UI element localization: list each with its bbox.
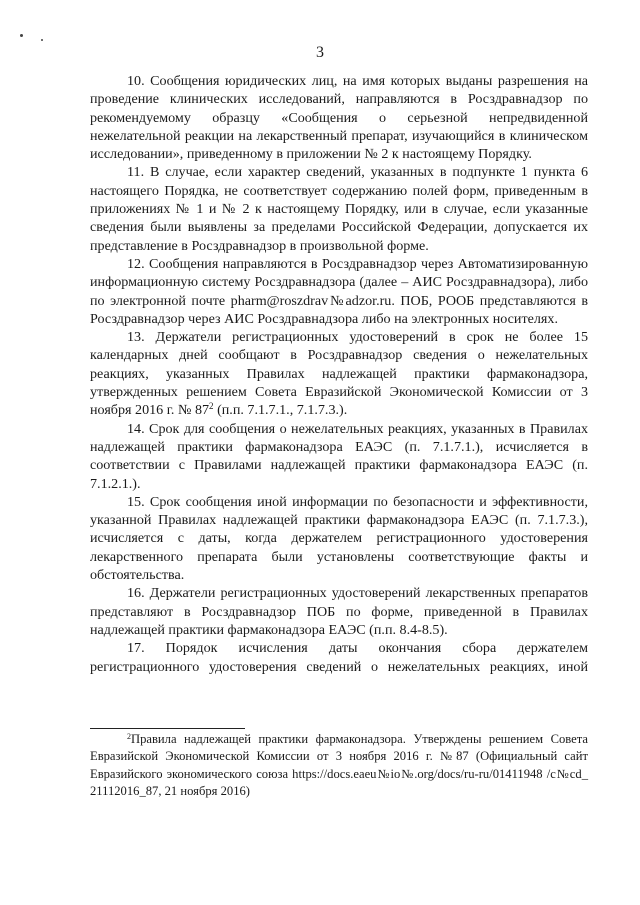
paragraph-13-tail: (п.п. 7.1.7.1., 7.1.7.3.). [213,402,348,419]
footnote-divider [90,728,245,729]
paragraph-10: 10. Сообщения юридических лиц, на имя которых выданы разрешения на проведение клинических исследований, направляются в Росздравнадзор по рекомендуемому образцу «Сообщения о серьезной непредвиденной нежелательной реакции на лекарственный препарат, изучающийся в клиническом исследовании», приведенному в приложении № 2 к настоящему Порядку. [90,73,588,163]
footnote-text: Правила надлежащей практики фармаконадзора. Утверждены решением Совета Евразийской Экономической Комиссии от 3 ноября 2016 г. №87 (Официальный сайт Евразийского экономического союза https://docs.eaeu№io№.org/docs/ru-ru/01411948 /c№cd_ 21112016_87, 21 ноября 2016) [90,732,588,799]
footnote [90,731,588,801]
paragraph-17: 17. Порядок исчисления даты окончания сбора держателем регистрационного удостоверения сведений о нежелательных реакциях, иной [90,640,588,675]
scan-speck [41,39,43,41]
paragraph-12: 12. Сообщения направляются в Росздравнадзор через Автоматизированную информационную систему Росздравнадзора (далее – АИС Росздравнадзора), либо по электронной почте pharm@roszdrav№adzor.ru. ПОБ, РООБ представляются в Росздравнадзор через АИС Росздравнадзора либо на электронных носителях. [90,255,588,327]
footnote-ref: 2 [209,401,214,412]
paragraph-13-text: 13. Держатели регистрационных удостоверений в срок не более 15 календарных дней сообщают в Росздравнадзор сведения о нежелательных реакциях, указанных Правилах надлежащей практики фармаконадзора, утвержденных решением Совета Евразийской Экономической Комиссии от 3 ноября 2016 г. № 87 [90,329,588,419]
document-body [90,72,588,676]
page-number: 3 [316,44,324,61]
paragraph-11: 11. В случае, если характер сведений, указанных в подпункте 1 пункта 6 настоящего Порядка, не соответствует содержанию полей форм, приведенным в приложениях № 1 и № 2 к настоящему Порядку, или в случае, если указанные сведения были выявлены за пределами Российской Федерации, допускается их представление в Росздравнадзор в произвольной форме. [90,164,588,254]
paragraph-16: 16. Держатели регистрационных удостоверений лекарственных препаратов представляют в Росздравнадзор ПОБ по форме, приведенной в Правилах надлежащей практики фармаконадзора ЕАЭС (п.п. 8.4-8.5). [90,585,588,638]
paragraph-13 [90,328,588,419]
paragraph-14: 14. Срок для сообщения о нежелательных реакциях, указанных в Правилах надлежащей практики фармаконадзора ЕАЭС (п. 7.1.7.1.), исчисляется в соответствии с Правилами надлежащей практики фармаконадзора ЕАЭС (п. 7.1.2.1.). [90,420,588,492]
scan-speck [20,34,23,37]
paragraph-15: 15. Срок сообщения иной информации по безопасности и эффективности, указанной Правилах надлежащей практики фармаконадзора ЕАЭС (п. 7.1.7.3.), исчисляется с даты, когда держателем регистрационного удостоверения лекарственного препарата были установлены соответствующие факты и обстоятельства. [90,493,588,584]
footnote-marker: 2 [127,732,131,741]
